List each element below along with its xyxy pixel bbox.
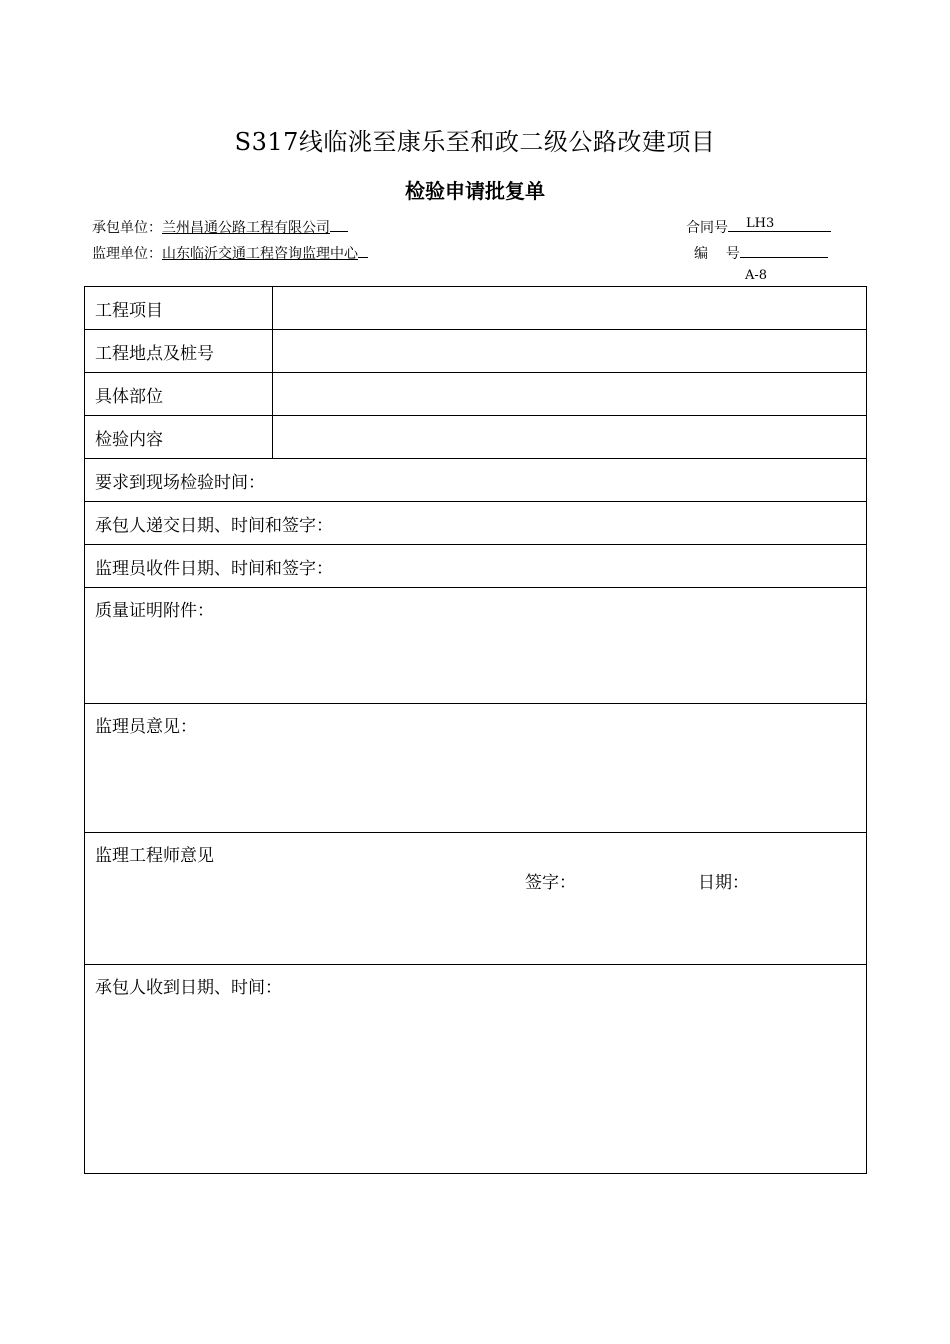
supervisor-receive-cell[interactable]: 监理员收件日期、时间和签字： — [85, 545, 867, 588]
inspection-form-table — [84, 286, 867, 1174]
form-row-contractor-submit — [85, 502, 867, 545]
signature-label: 签字： — [525, 873, 576, 893]
label-project: 工程项目 — [85, 287, 273, 330]
contract-no-field — [728, 217, 831, 232]
supervisor-label: 监理单位： — [92, 246, 162, 262]
engineer-opinion-label: 监理工程师意见 — [95, 846, 214, 866]
engineer-opinion-cell[interactable] — [85, 833, 867, 965]
form-row-supervisor-opinion — [85, 704, 867, 833]
engineer-signature-line — [95, 866, 866, 896]
label-part: 具体部位 — [85, 373, 273, 416]
value-part[interactable] — [273, 373, 867, 416]
form-row-supervisor-receive — [85, 545, 867, 588]
form-row-content — [85, 416, 867, 459]
document-title: S317线临洮至康乐至和政二级公路改建项目 — [234, 128, 716, 156]
serial-field — [740, 243, 828, 258]
form-row-location — [85, 330, 867, 373]
contractor-value: 兰州昌通公路工程有限公司 — [162, 220, 330, 236]
contract-no-label: 合同号 — [686, 220, 728, 236]
serial-line — [694, 243, 828, 263]
inspection-time-cell[interactable]: 要求到现场检验时间： — [85, 459, 867, 502]
contractor-submit-cell[interactable]: 承包人递交日期、时间和签字： — [85, 502, 867, 545]
serial-label: 编 号 — [694, 246, 740, 262]
contractor-label: 承包单位： — [92, 220, 162, 236]
label-location: 工程地点及桩号 — [85, 330, 273, 373]
supervisor-value: 山东临沂交通工程咨询监理中心 — [162, 246, 358, 262]
form-row-contractor-receive — [85, 965, 867, 1174]
form-row-inspection-time — [85, 459, 867, 502]
quality-attachments-cell[interactable]: 质量证明附件： — [85, 588, 867, 704]
contractor-line — [92, 217, 348, 237]
form-row-project — [85, 287, 867, 330]
value-location[interactable] — [273, 330, 867, 373]
contractor-receive-cell[interactable]: 承包人收到日期、时间： — [85, 965, 867, 1174]
contract-no-value: LH3 — [746, 216, 775, 231]
document-subtitle: 检验申请批复单 — [405, 179, 545, 203]
contract-no-line — [686, 217, 831, 237]
date-label: 日期： — [698, 873, 749, 893]
value-content[interactable] — [273, 416, 867, 459]
form-code: A-8 — [745, 268, 768, 283]
form-row-quality-attachments — [85, 588, 867, 704]
label-content: 检验内容 — [85, 416, 273, 459]
supervisor-underline — [358, 243, 368, 258]
supervisor-line — [92, 243, 368, 263]
supervisor-opinion-cell[interactable]: 监理员意见： — [85, 704, 867, 833]
form-row-engineer-opinion — [85, 833, 867, 965]
form-row-part — [85, 373, 867, 416]
value-project[interactable] — [273, 287, 867, 330]
contractor-underline — [330, 217, 348, 232]
